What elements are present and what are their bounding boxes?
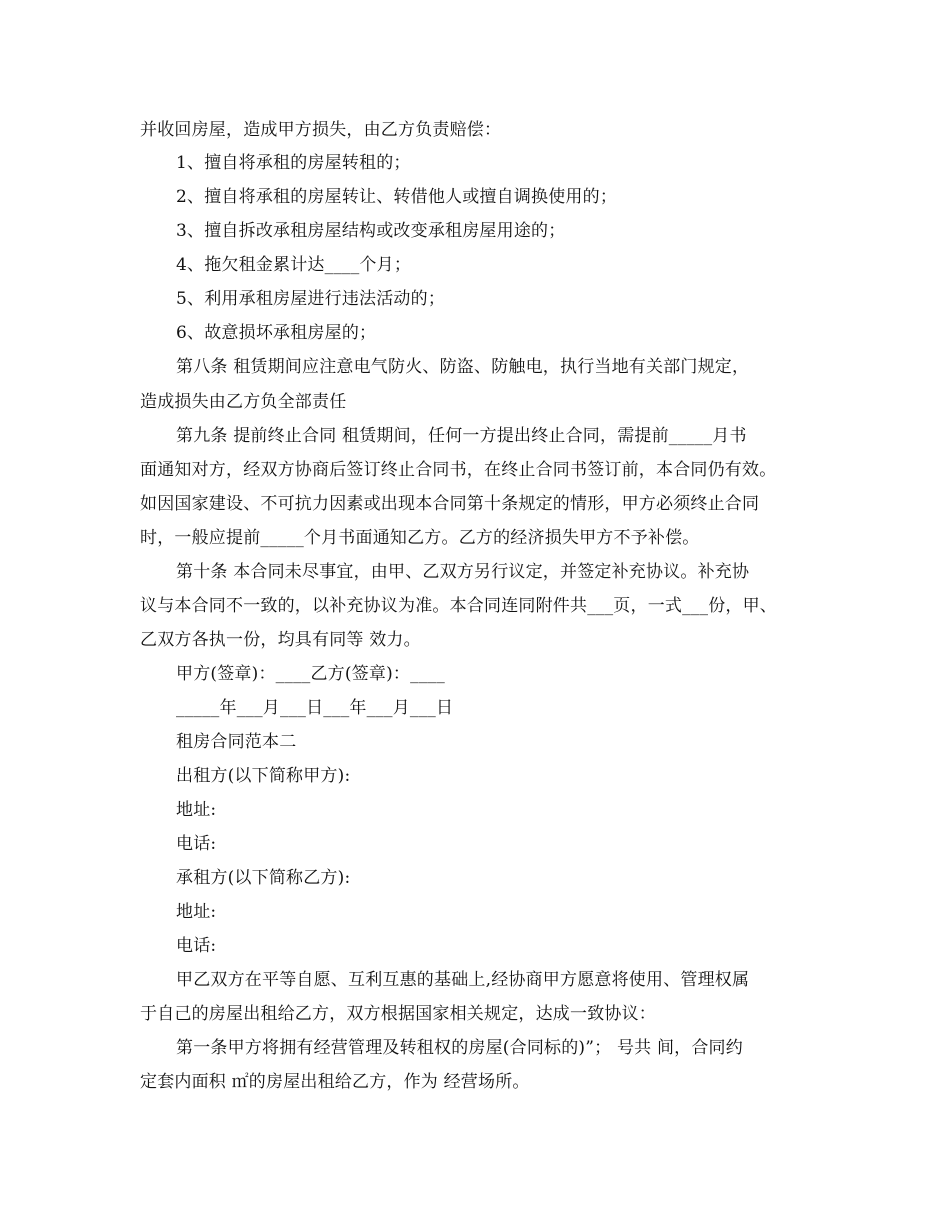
text-line: 时，一般应提前_____个月书面通知乙方。乙方的经济损失甲方不予补偿。 bbox=[140, 528, 700, 548]
text-line: 造成损失由乙方负全部责任 bbox=[140, 392, 347, 412]
article-paragraph: 第十条 本合同未尽事宜，由甲、乙双方另行议定，并签定补充协议。补充协 bbox=[176, 562, 750, 582]
text-line: 议与本合同不一致的，以补充协议为准。本合同连同附件共___页，一式___份，甲、 bbox=[140, 596, 777, 616]
list-item: 6、故意损坏承租房屋的； bbox=[176, 323, 377, 343]
text-line: 面通知对方，经双方协商后签订终止合同书，在终止合同书签订前，本合同仍有效。 bbox=[140, 460, 777, 480]
text-line: 并收回房屋，造成甲方损失，由乙方负责赔偿： bbox=[140, 120, 502, 140]
article-paragraph: 第八条 租赁期间应注意电气防火、防盗、防触电，执行当地有关部门规定， bbox=[176, 357, 750, 377]
field-label: 电话: bbox=[176, 936, 217, 956]
list-item: 4、拖欠租金累计达____个月； bbox=[176, 255, 412, 275]
article-paragraph: 第九条 提前终止合同 租赁期间，任何一方提出终止合同，需提前_____月书 bbox=[176, 426, 747, 446]
list-item: 3、擅自拆改承租房屋结构或改变承租房屋用途的； bbox=[176, 221, 566, 241]
list-item: 5、利用承租房屋进行违法活动的； bbox=[176, 289, 446, 309]
signature-line: 甲方(签章)：____乙方(签章)：____ bbox=[176, 664, 445, 684]
field-label: 承租方(以下简称乙方): bbox=[176, 868, 351, 888]
text-line: 定套内面积 ㎡的房屋出租给乙方，作为 经营场所。 bbox=[140, 1072, 530, 1092]
field-label: 电话: bbox=[176, 834, 217, 854]
section-title: 租房合同范本二 bbox=[176, 732, 297, 752]
text-line: 如因国家建设、不可抗力因素或出现本合同第十条规定的情形，甲方必须终止合同 bbox=[140, 494, 760, 514]
article-paragraph: 第一条甲方将拥有经营管理及转租权的房屋(合同标的)”； 号共 间，合同约 bbox=[176, 1038, 743, 1058]
field-label: 地址: bbox=[176, 902, 217, 922]
article-paragraph: 甲乙双方在平等自愿、互利互惠的基础上,经协商甲方愿意将使用、管理权属 bbox=[176, 970, 750, 990]
text-line: 乙双方各执一份，均具有同等 效力。 bbox=[140, 630, 421, 650]
date-line: _____年___月___日___年___月___日 bbox=[176, 698, 454, 718]
list-item: 2、擅自将承租的房屋转让、转借他人或擅自调换使用的； bbox=[176, 187, 618, 207]
field-label: 出租方(以下简称甲方): bbox=[176, 766, 351, 786]
field-label: 地址: bbox=[176, 800, 217, 820]
list-item: 1、擅自将承租的房屋转租的； bbox=[176, 153, 411, 173]
text-line: 于自己的房屋出租给乙方，双方根据国家相关规定，达成一致协议： bbox=[140, 1004, 656, 1024]
